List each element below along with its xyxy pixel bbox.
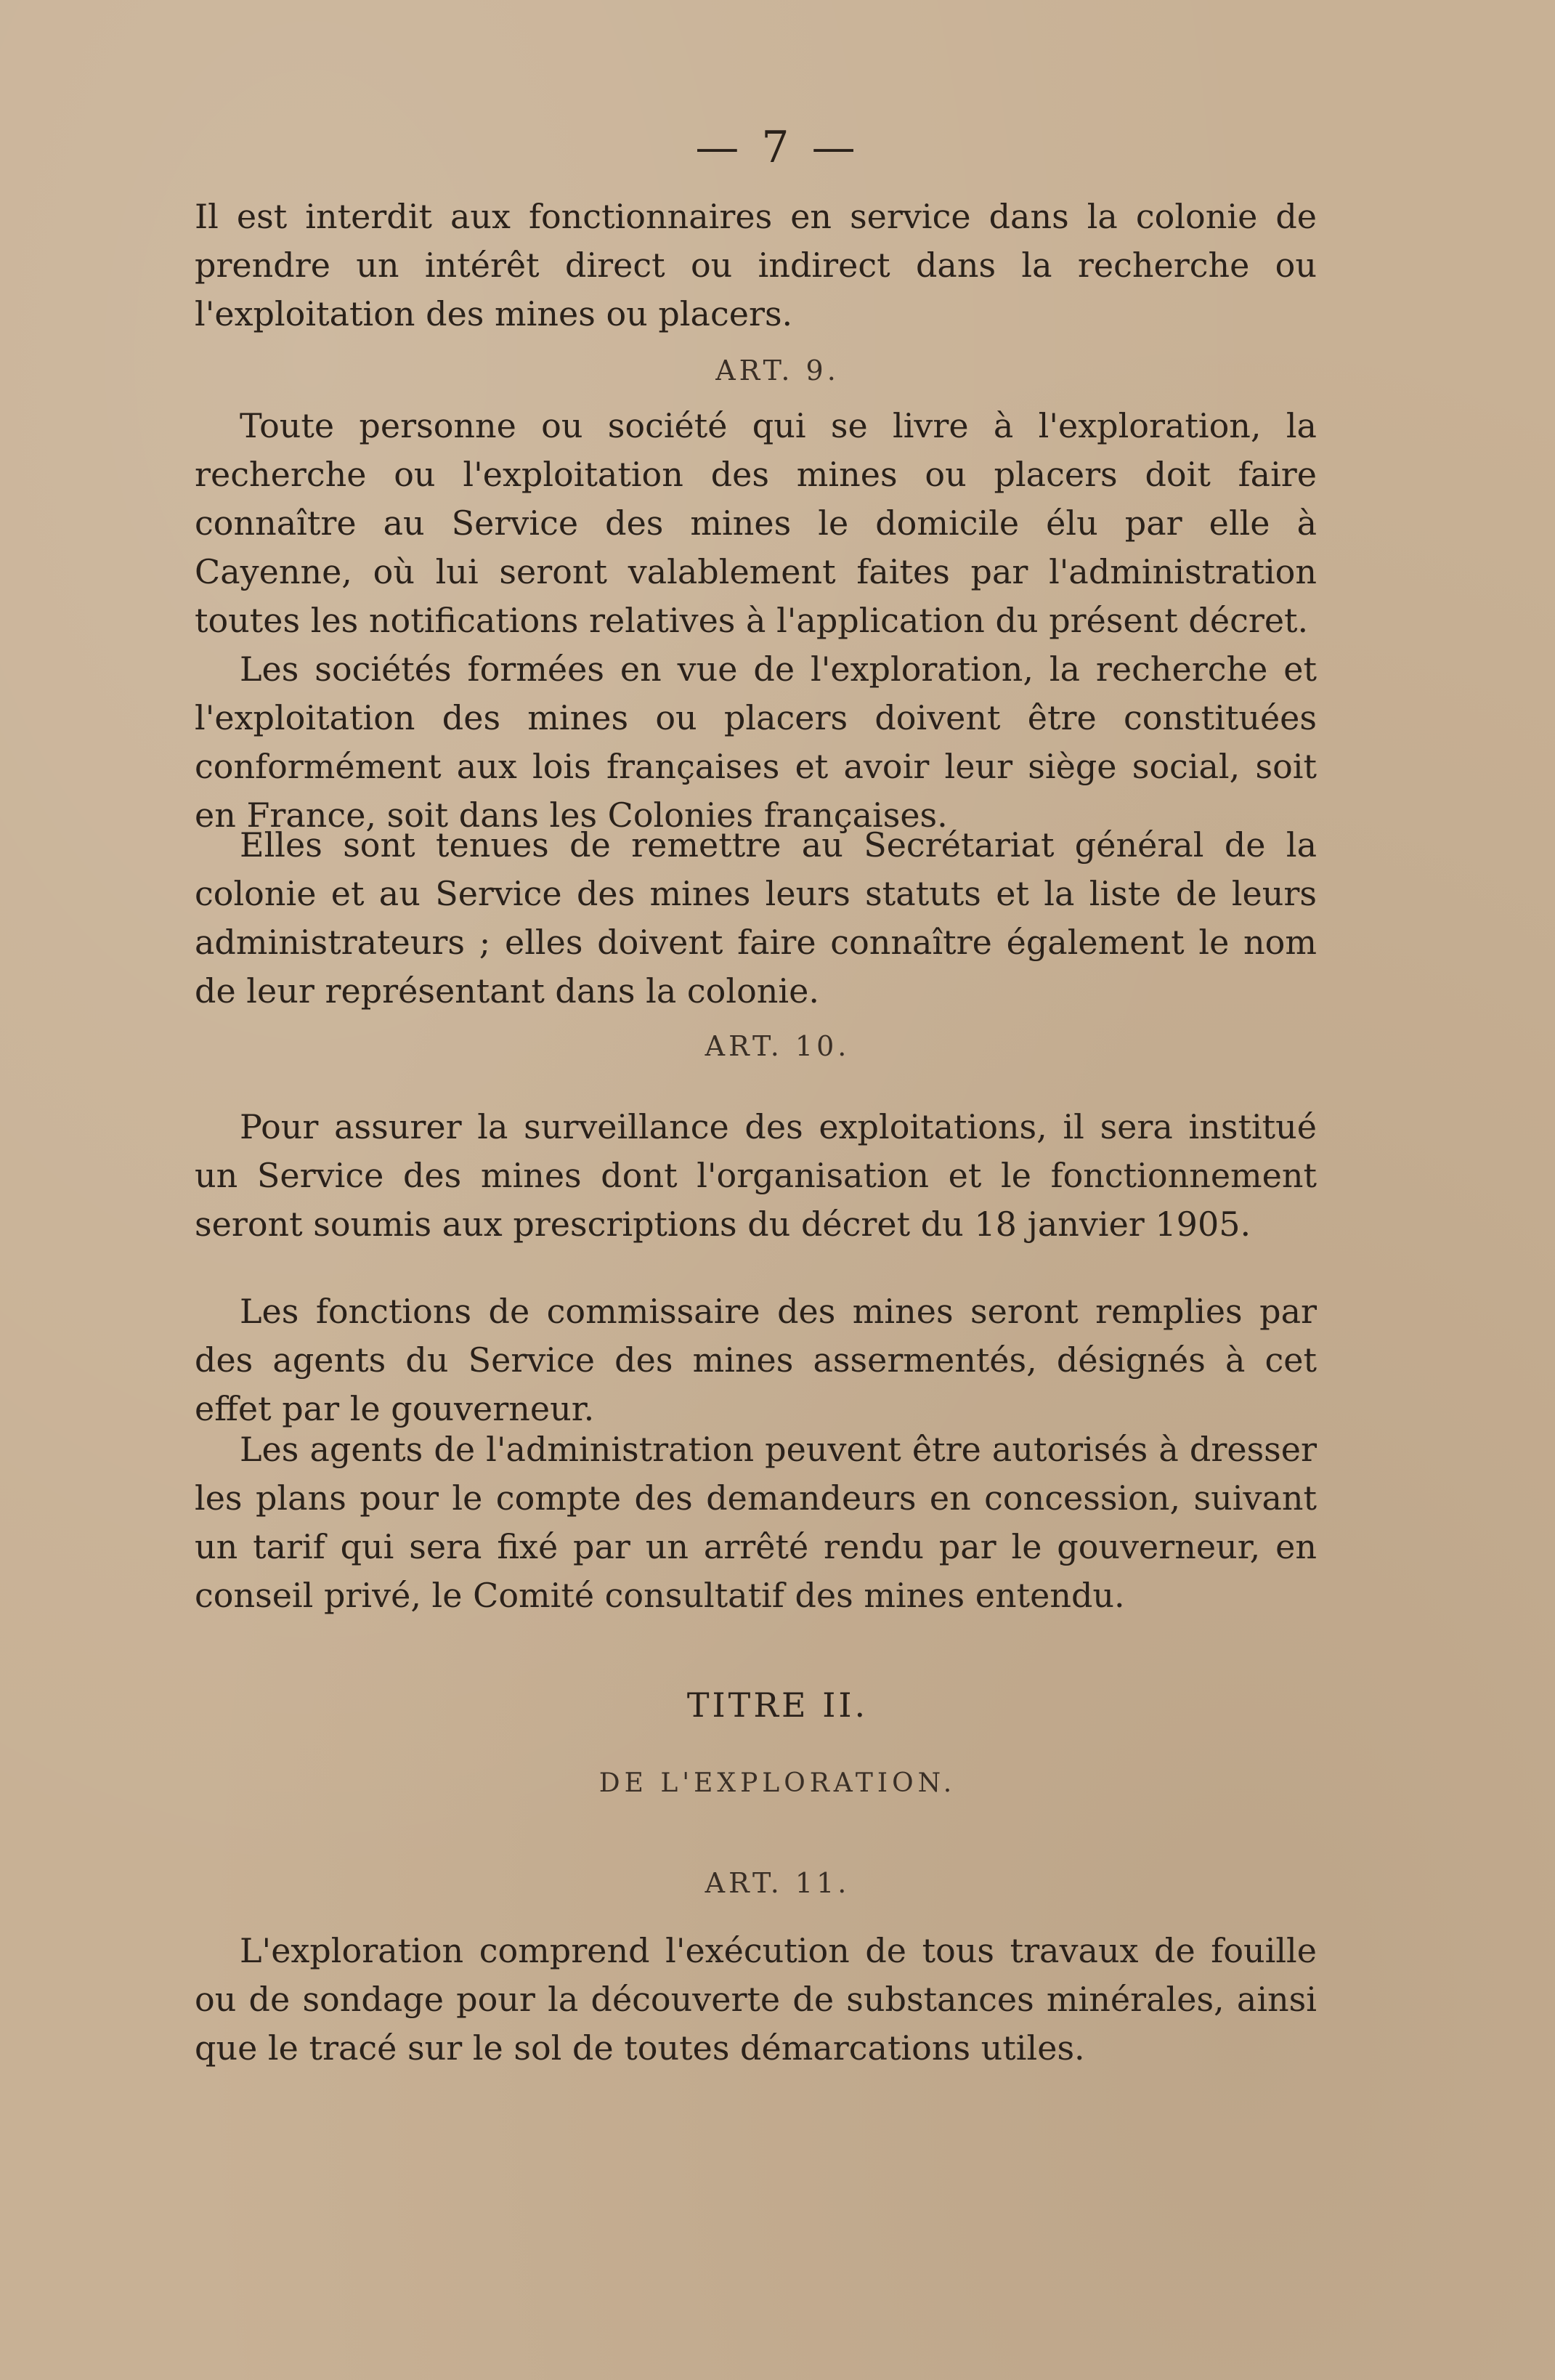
paragraph-fonctionnaires [195, 193, 1317, 339]
paragraph-text: Les agents de l'administration peuvent être autorisés à dresser les plans pour le compte des demandeurs en concession, suivant un tarif qui sera fixé par un arrêté rendu par le gouverneur, en conseil privé, le Comité consultatif des mines entendu. [195, 1430, 1317, 1615]
paragraph-surveillance [195, 1103, 1317, 1249]
paragraph-text: Les fonctions de commissaire des mines seront remplies par des agents du Service des mines assermentés, désignés à cet effet par le gouverneur. [195, 1292, 1317, 1428]
paragraph-societes [195, 645, 1317, 840]
paragraph-text: L'exploration comprend l'exécution de tous travaux de fouille ou de sondage pour la découverte de substances minérales, ainsi que le tracé sur le sol de toutes démarcations utiles. [195, 1931, 1317, 2068]
paragraph-text: Pour assurer la surveillance des exploitations, il sera institué un Service des mines dont l'organisation et le fonctionnement seront soumis aux prescriptions du décret du 18 janvier 1905. [195, 1107, 1317, 1244]
titre-heading: TITRE II. [686, 1685, 869, 1725]
paragraph-exploration [195, 1927, 1317, 2073]
paragraph-statuts [195, 821, 1317, 1016]
page-number: — 7 — [695, 122, 860, 173]
paragraph-agents [195, 1425, 1317, 1620]
paragraph-text: Elles sont tenues de remettre au Secrétariat général de la colonie et au Service des mines leurs statuts et la liste de leurs administrateurs ; elles doivent faire connaître également le nom de leur représentant dans la colonie. [195, 825, 1317, 1011]
paragraph-text: Il est interdit aux fonctionnaires en service dans la colonie de prendre un intérêt direct ou indirect dans la recherche ou l'exploitation des mines ou placers. [195, 197, 1317, 333]
article-heading-11: ART. 11. [705, 1867, 850, 1899]
paragraph-commissaire [195, 1287, 1317, 1433]
paragraph-text: Les sociétés formées en vue de l'exploration, la recherche et l'exploitation des mines ou placers doivent être constituées conformément aux lois françaises et avoir leur siège social, soit en France, soit dans les Colonies françaises. [195, 649, 1317, 835]
article-heading-9: ART. 9. [715, 355, 840, 386]
paragraph-text: Toute personne ou société qui se livre à l'exploration, la recherche ou l'exploitation des mines ou placers doit faire connaître au Service des mines le domicile élu par elle à Cayenne, où lui seront valablement faites par l'administration toutes les notifications relatives à l'application du présent décret. [195, 406, 1317, 640]
titre-subheading: DE L'EXPLORATION. [598, 1768, 957, 1798]
paragraph-domicile [195, 402, 1317, 645]
article-heading-10: ART. 10. [705, 1030, 850, 1062]
